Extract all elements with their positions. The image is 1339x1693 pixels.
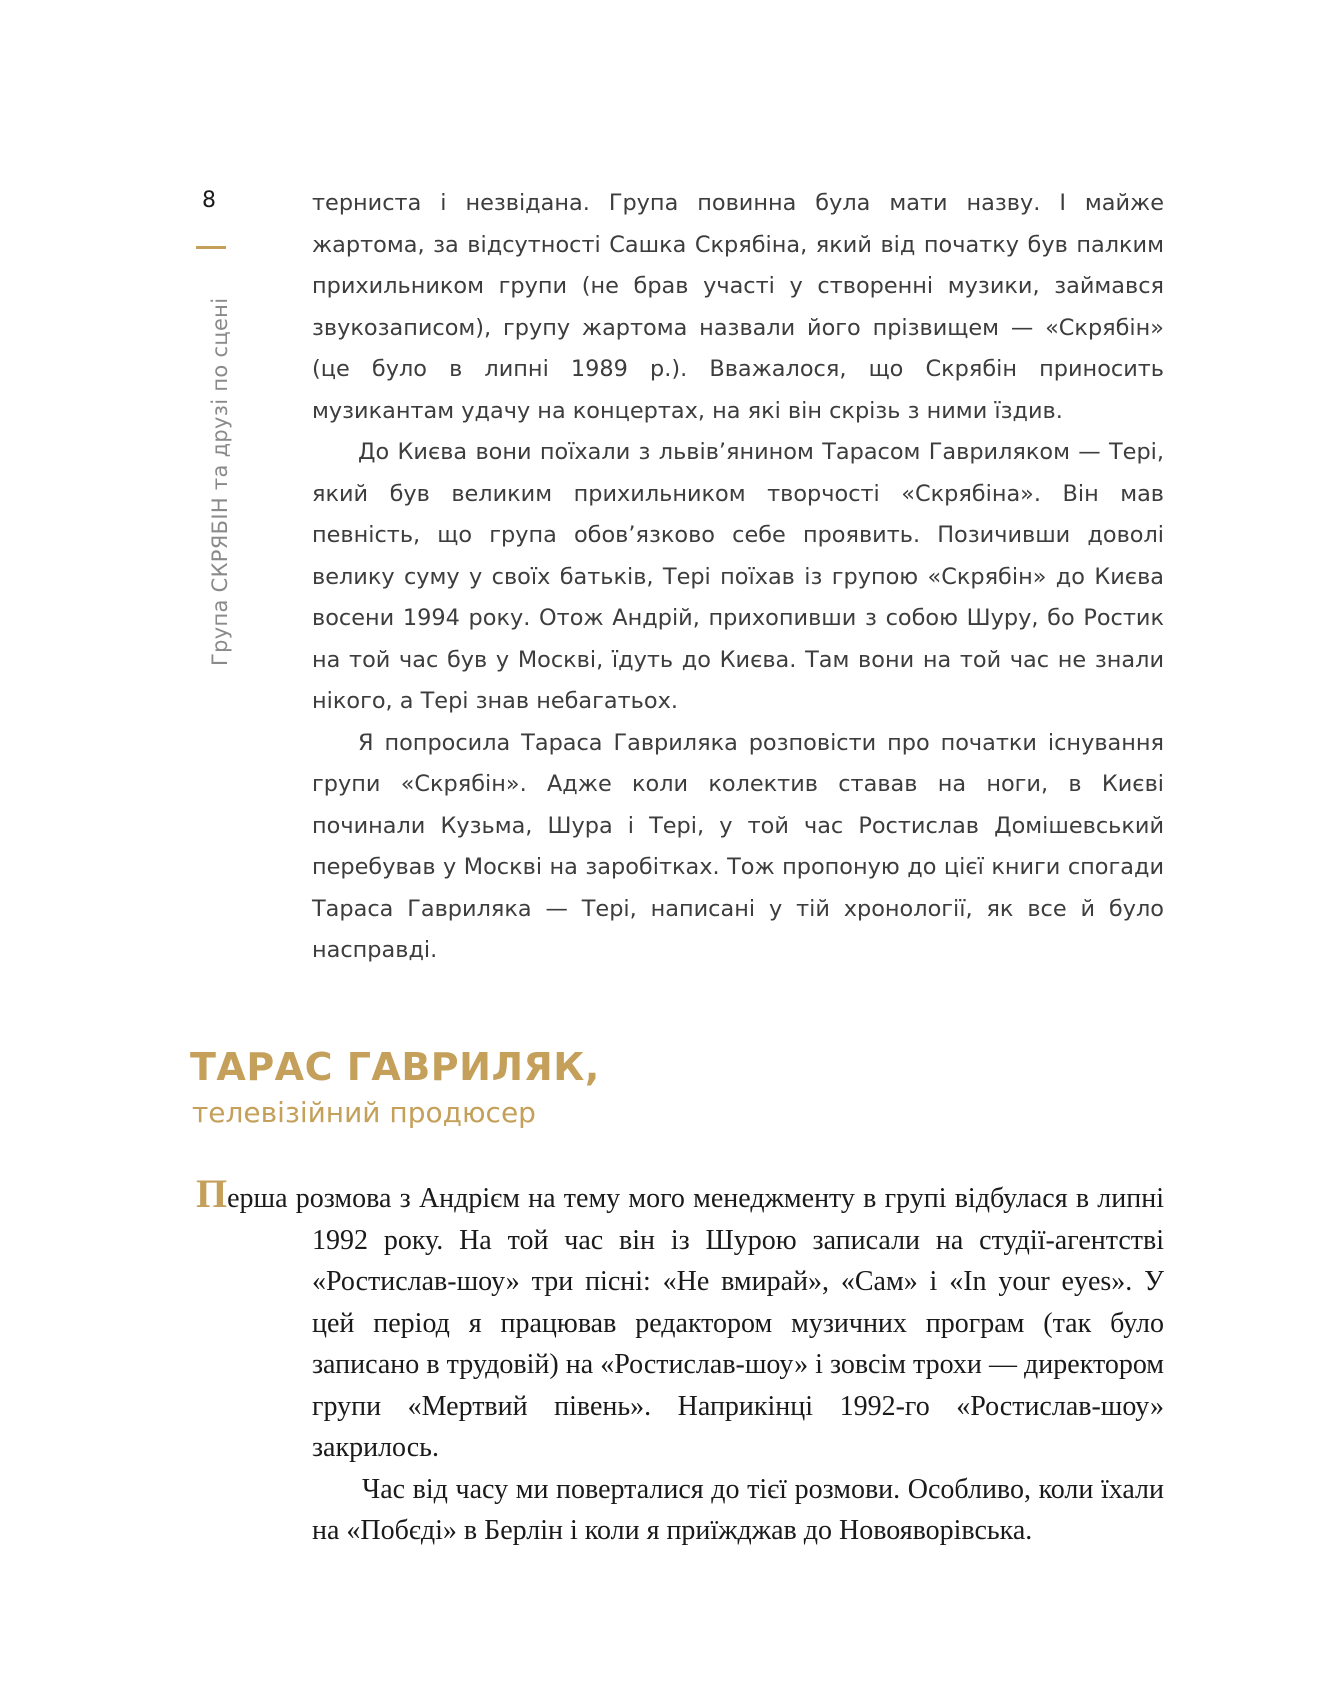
body-text [312, 183, 1164, 972]
drop-cap: П [196, 1171, 228, 1216]
page-number: 8 [202, 188, 216, 213]
interviewee-name: ТАРАС ГАВРИЛЯК, [190, 1045, 600, 1089]
interview-paragraph-text: ерша розмова з Андрієм на тему мого менеджменту в групі відбулася в липні 1992 року. На той час він із Шурою записали на студії-агентстві «Ростислав-шоу» три пісні: «Не вмирай», «Сам» і «In your eyes». У цей період я працював редактором музичних програм (так було записано в трудовій) на «Ростислав-шоу» і зовсім трохи — директором групи «Мертвий півень». Наприкінці 1992-го «Ростислав-шоу» закрилось. [227, 1183, 1164, 1463]
interview-paragraph [196, 1171, 1164, 1469]
body-paragraph: терниста і незвідана. Група повинна була мати назву. І майже жартома, за відсутності Сашка Скрябіна, який від початку був палким прихильником групи (не брав участі у створенні музики, займався звукозаписом), групу жартома назвали його прізвищем — «Скрябін» (це було в липні 1989 р.). Вважалося, що Скрябін приносить музикантам удачу на концертах, на які він скрізь з ними їздив. [312, 190, 1164, 424]
accent-rule [196, 246, 226, 249]
interview-paragraph: Час від часу ми поверталися до тієї розмови. Особливо, коли їхали на «Побєді» в Берлін і коли я приїжджав до Новояворівська. [312, 1473, 1164, 1546]
body-paragraph: Я попросила Тараса Гавриляка розповісти про початки існування групи «Скрябін». Адже коли колектив ставав на ноги, в Києві починали Кузьма, Шура і Тері, у той час Ростислав Домішевський перебував у Москві на заробітках. Тож пропоную до цієї книги спогади Тараса Гавриляка — Тері, написані у тій хронології, як все й було насправді. [312, 729, 1164, 963]
body-paragraph: До Києва вони поїхали з львів’янином Тарасом Гавриляком — Тері, який був великим прихильником творчості «Скрябіна». Він мав певність, що група обов’язково себе проявить. Позичивши доволі велику суму у своїх батьків, Тері поїхав із групою «Скрябін» до Києва восени 1994 року. Отож Андрій, прихопивши з собою Шуру, бо Ростик на той час був у Москві, їдуть до Києва. Там вони на той час не знали нікого, а Тері знав небагатьох. [312, 439, 1164, 714]
interviewee-role: телевізійний продюсер [192, 1096, 536, 1129]
running-head: Група СКРЯБІН та друзі по сцені [208, 297, 232, 666]
interview-text [196, 1171, 1164, 1552]
